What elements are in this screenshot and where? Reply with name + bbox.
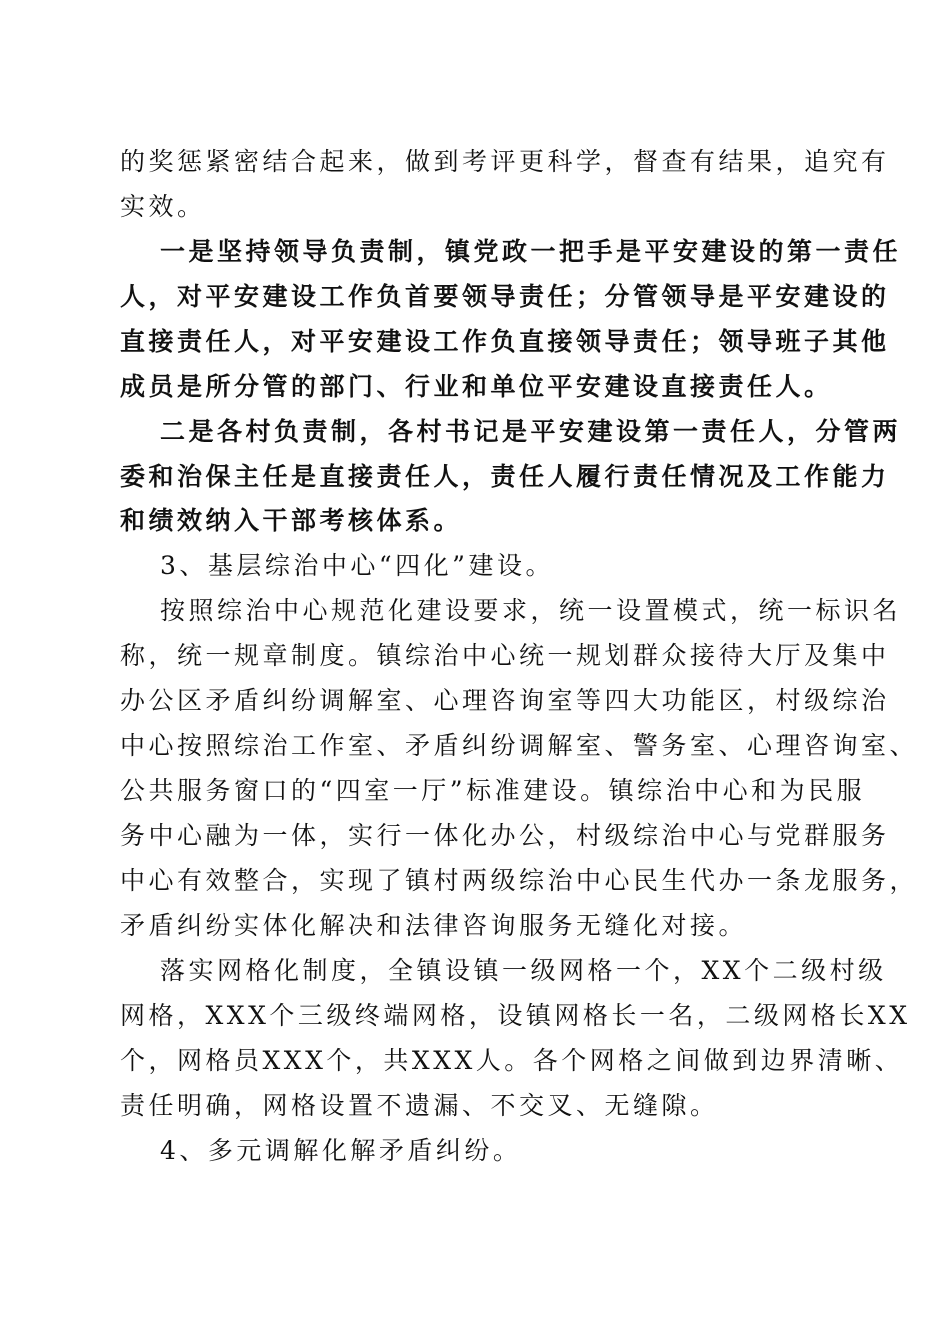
paragraph-line: 按照综治中心规范化建设要求，统一设置模式，统一标识名 — [160, 596, 902, 625]
paragraph-line: 矛盾纠纷实体化解决和法律咨询服务无缝化对接。 — [120, 911, 748, 940]
paragraph-line: 公共服务窗口的“四室一厅”标准建设。镇综治中心和为民服 — [120, 776, 866, 805]
section-heading: 3、基层综治中心“四化”建设。 — [160, 551, 554, 580]
paragraph-line: 成员是所分管的部门、行业和单位平安建设直接责任人。 — [120, 372, 833, 401]
paragraph-line: 和绩效纳入干部考核体系。 — [120, 506, 463, 535]
paragraph-line: 一是坚持领导负责制，镇党政一把手是平安建设的第一责任 — [160, 237, 902, 266]
paragraph-line: 称，统一规章制度。镇综治中心统一规划群众接待大厅及集中 — [120, 641, 890, 670]
section-heading: 4、多元调解化解矛盾纠纷。 — [160, 1136, 522, 1165]
paragraph-line: 中心按照综治工作室、矛盾纠纷调解室、警务室、心理咨询室、 — [120, 731, 919, 760]
paragraph-line: 人，对平安建设工作负首要领导责任；分管领导是平安建设的 — [120, 282, 890, 311]
paragraph-line: 直接责任人，对平安建设工作负直接领导责任；领导班子其他 — [120, 327, 890, 356]
paragraph-line: 落实网格化制度，全镇设镇一级网格一个，XX个二级村级 — [160, 956, 887, 985]
paragraph-line: 责任明确，网格设置不遗漏、不交叉、无缝隙。 — [120, 1091, 719, 1120]
paragraph-line: 中心有效整合，实现了镇村两级综治中心民生代办一条龙服务， — [120, 866, 919, 895]
paragraph-line: 的奖惩紧密结合起来，做到考评更科学，督查有结果，追究有 — [120, 147, 890, 176]
paragraph-line: 实效。 — [120, 192, 206, 221]
paragraph-line: 务中心融为一体，实行一体化办公，村级综治中心与党群服务 — [120, 821, 890, 850]
paragraph-line: 二是各村负责制，各村书记是平安建设第一责任人，分管两 — [160, 417, 902, 446]
paragraph-line: 个，网格员XXX个，共XXX人。各个网格之间做到边界清晰、 — [120, 1046, 904, 1075]
paragraph-line: 委和治保主任是直接责任人，责任人履行责任情况及工作能力 — [120, 462, 890, 491]
paragraph-line: 网格，XXX个三级终端网格，设镇网格长一名，二级网格长XX — [120, 1001, 911, 1030]
paragraph-line: 办公区矛盾纠纷调解室、心理咨询室等四大功能区，村级综治 — [120, 686, 890, 715]
